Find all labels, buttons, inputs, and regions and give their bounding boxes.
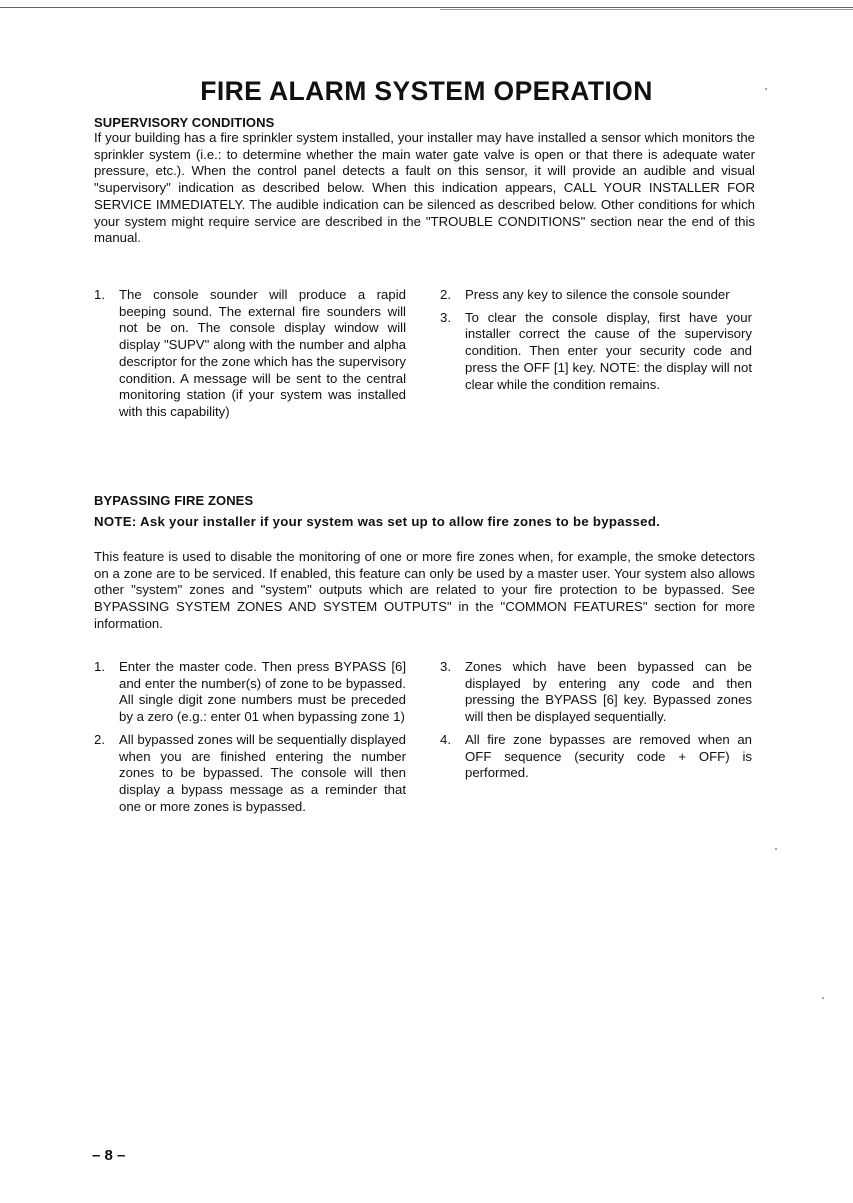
bypassing-intro: This feature is used to disable the monitoring of one or more fire zones when, for example, the smoke detectors on a zone are to be serviced. If enabled, this feature can only be used by a master user. Your system also allows other "system" zones and "system" outputs which are related to your fire protection to be bypassed. See BYPASSING SYSTEM ZONES AND SYSTEM OUTPUTS" in the "COMMON FEATURES" section for more information. — [94, 549, 755, 631]
list-item-text: All fire zone bypasses are removed when an OFF sequence (security code + OFF) is performed. — [465, 731, 752, 781]
list-item — [94, 659, 406, 726]
list-item-number: 2. — [440, 287, 451, 302]
page-number: – 8 – — [92, 1147, 126, 1164]
list-item-text: All bypassed zones will be sequentially displayed when you are finished entering the number zones to be bypassed. The console will then display a bypass message as a reminder that one or more zones is bypassed. — [119, 731, 406, 814]
list-item-number: 4. — [440, 731, 451, 747]
scan-speck — [775, 848, 777, 850]
list-item — [94, 287, 406, 421]
list-item-text: To clear the console display, first have your installer correct the cause of the supervisory condition. Then enter your security code and press the OFF [1] key. NOTE: the display will not clear while the condition remains. — [465, 309, 752, 392]
list-item-number: 3. — [440, 309, 451, 325]
list-item-text: The console sounder will produce a rapid beeping sound. The external fire sounders will not be on. The console display window will display "SUPV" along with the number and alpha descriptor for the zone which has the supervisory condition. A message will be sent to the central monitoring station (if your system was installed with this capability) — [119, 287, 406, 419]
bypassing-left-column — [94, 659, 406, 821]
list-item-text: Zones which have been bypassed can be displayed by entering any code and then pressing the BYPASS [6] key. Bypassed zones will then be displayed sequentially. — [465, 659, 752, 725]
list-item — [440, 659, 752, 726]
list-item-number: 3. — [440, 659, 451, 674]
scan-speck — [822, 997, 824, 999]
supervisory-intro: If your building has a fire sprinkler system installed, your installer may have installed a sensor which monitors the sprinkler system (i.e.: to determine whether the main water gate valve is open or that there is adequate water pressure, etc.). When the control panel detects a fault on this sensor, it will provide an audible and visual "supervisory" indication as described below. When this indication appears, CALL YOUR INSTALLER FOR SERVICE IMMEDIATELY. The audible indication can be silenced as described below. Other conditions for which your system might require service are described in the "TROUBLE CONDITIONS" section near the end of this manual. — [94, 130, 755, 246]
list-item-text: Enter the master code. Then press BYPASS [6] and enter the number(s) of zone to be bypassed. All single digit zone numbers must be preceded by a zero (e.g.: enter 01 when bypassing zone 1) — [119, 659, 406, 725]
bypassing-right-column — [440, 659, 752, 788]
supervisory-right-column — [440, 287, 752, 399]
scan-speck — [765, 88, 767, 90]
top-rule — [0, 7, 853, 8]
page-title: FIRE ALARM SYSTEM OPERATION — [200, 76, 653, 106]
list-item — [440, 732, 752, 782]
top-rule-secondary — [440, 9, 853, 10]
list-item-number: 1. — [94, 659, 105, 674]
bypassing-note: NOTE: Ask your installer if your system was set up to allow fire zones to be bypassed. — [94, 514, 661, 529]
list-item-text: Press any key to silence the console sounder — [465, 287, 730, 302]
list-item — [440, 310, 752, 394]
bypassing-heading: BYPASSING FIRE ZONES — [94, 493, 254, 508]
list-item — [94, 732, 406, 816]
supervisory-heading: SUPERVISORY CONDITIONS — [94, 115, 275, 130]
list-item — [440, 287, 752, 304]
supervisory-left-column — [94, 287, 406, 427]
list-item-number: 2. — [94, 731, 105, 747]
list-item-number: 1. — [94, 287, 105, 302]
